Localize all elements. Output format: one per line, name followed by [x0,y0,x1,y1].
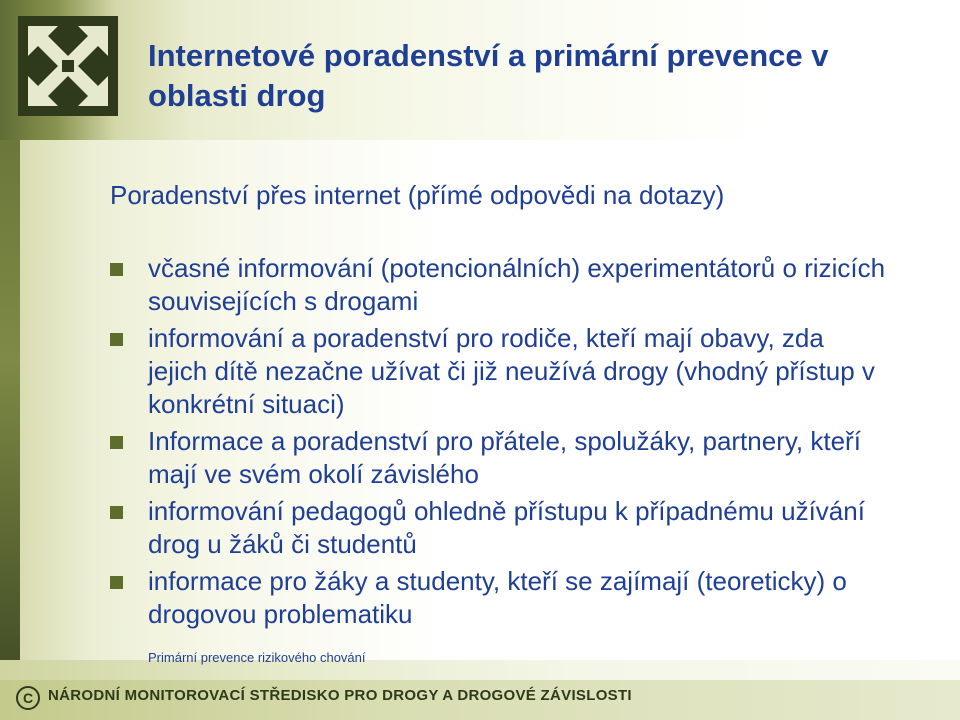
list-item [110,322,890,421]
arrows-cross-logo-icon [18,16,118,116]
list-item [110,252,890,318]
square-bullet-icon [110,576,123,589]
bullet-text: informace pro žáky a studenty, kteří se zajímají (teoreticky) o drogovou problematiku [148,566,847,629]
intro-text: Poradenství přes internet (přímé odpovědi na dotazy) [110,180,725,210]
square-bullet-icon [110,436,123,449]
bullet-text: informování a poradenství pro rodiče, kteří mají obavy, zda jejich dítě nezačne užívat či již neužívá drogy (vhodný přístup v konkrétní situaci) [148,323,875,419]
bullet-list [110,252,890,635]
square-bullet-icon [110,333,123,346]
footer-caption: Primární prevence rizikového chování [148,650,366,665]
bullet-text: informování pedagogů ohledně přístupu k případnému užívání drog u žáků či studentů [148,496,865,559]
list-item [110,425,890,491]
bullet-text: včasné informování (potencionálních) experimentátorů o rizicích souvisejících s drogami [148,253,886,316]
organization-name: NÁRODNÍ MONITOROVACÍ STŘEDISKO PRO DROGY A DROGOVÉ ZÁVISLOSTI [48,687,632,704]
slide-title: Internetové poradenství a primární prevence v oblasti drog [148,38,829,113]
list-item [110,565,890,631]
square-bullet-icon [110,263,123,276]
bullet-text: Informace a poradenství pro přátele, spolužáky, partnery, kteří mají ve svém okolí závislého [148,426,861,489]
list-item [110,495,890,561]
square-bullet-icon [110,506,123,519]
copyright-icon: C [16,686,40,710]
